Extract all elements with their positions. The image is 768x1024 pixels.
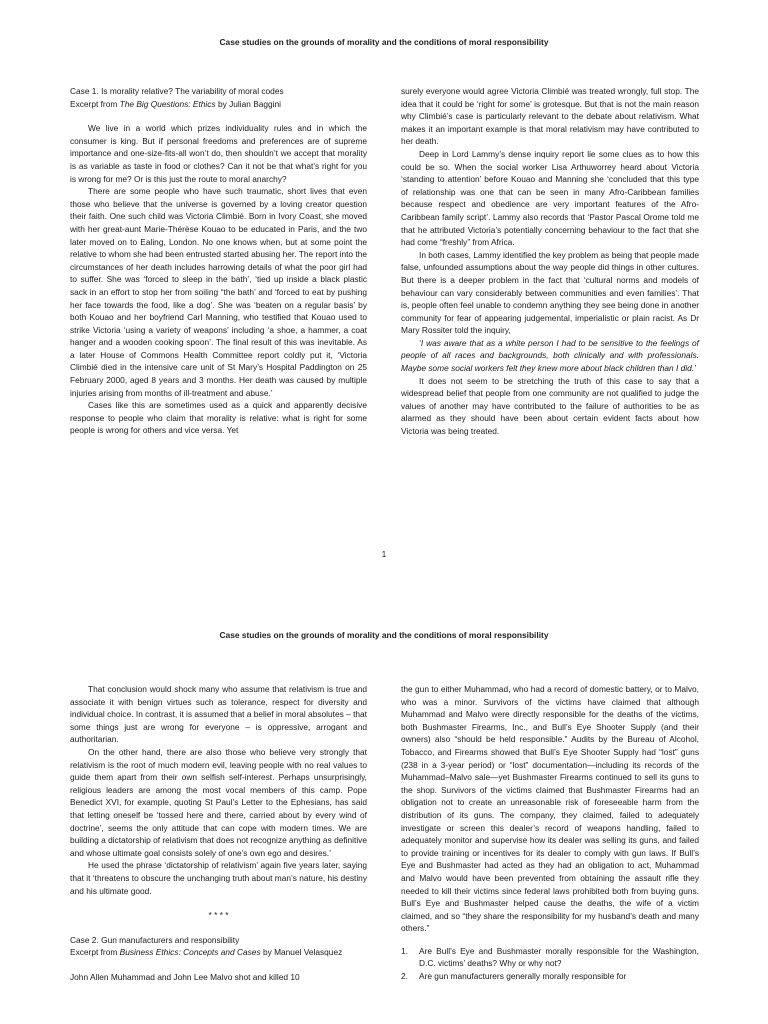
paragraph: the gun to either Muhammad, who had a record of domestic battery, or to Malvo, who was a minor. Survivors of the victims have claimed that although Muhammad and Malvo were directly responsible for the deaths of the victims, both Bushmaster Firearms, Inc., and Bull’s Eye Shooter Supply (and their owners) also “should be held responsible.” Audits by the Bureau of Alcohol, Tobacco, and Firearms showed that Bull’s Eye Shooter Supply had “lost” guns (238 in a 3-year period) or “lost” documentation—including its records of the Muhammad–Malvo sale—yet Bushmaster Firearms continued to sell its guns to the shop. Survivors of the victims claimed that Bushmaster Firearms had an obligation not to create an unreasonable risk of foreseeable harm from the distribution of its guns. The company, they claimed, failed to adequately investigate or screen this dealer’s record of weapons handling, failed to adequately monitor and supervise how its dealer was selling its guns, and failed to provide training or incentives for its dealer to comply with gun laws. If Bull’s Eye and Bushmaster had acted as they had an obligation to act, Muhammad and Malvo would have been prevented from obtaining the assault rifle they needed to kill their victims since federal laws prohibited both from buying guns. Bull’s Eye and Bushmaster helped cause the deaths, the wife of a victim claimed, and so “they share the responsibility for my husband’s death and many others.”	[401, 684, 699, 934]
page-number: 1	[381, 550, 387, 559]
paragraph: It does not seem to be stretching the truth of this case to say that a widespread belief that people from one community are not qualified to judge the values of another may have contributed to the failure of authorities to be as alarmed as they should have been about certain evident facts about how Victoria was being treated.	[401, 375, 699, 437]
case-title: Case 2. Gun manufacturers and responsibility	[70, 934, 240, 945]
left-column	[70, 683, 367, 1024]
page-header: Case studies on the grounds of morality and the conditions of moral responsibility	[219, 37, 549, 47]
paragraph: Deep in Lord Lammy’s dense inquiry report lie some clues as to how this could be so. When the social worker Lisa Arthuworrey heard about Victoria ‘standing to attention’ before Kouao and Manning she ‘concluded that this type of relationship was one that can be seen in many Afro-Caribbean families because respect and obedience are very important features of the Afro-Caribbean family script’. Lammy also records that ‘Pastor Pascal Orome told me that he attributed Victoria’s potentially concerning behaviour to the fact that she had come “freshly” from Africa.	[401, 148, 699, 248]
block-quote: ‘I was aware that as a white person I had to be sensitive to the feelings of people of all races and backgrounds, both clinically and with professionals. Maybe some social workers felt they knew more about black children than I did.’	[401, 337, 699, 374]
right-column	[401, 85, 699, 438]
paragraph: There are some people who have such traumatic, short lives that even those who believe that the universe is governed by a loving creator question their faith. One such child was Victoria Climbié. Born in Ivory Coast, she moved with her great-aunt Marie-Thérèse Kouao to be educated in Paris, and the two later moved on to Ealing, London. No one knows when, but at some point the relative to whom she had been entrusted started abusing her. The report into the circumstances of her death includes harrowing details of what the poor girl had to suffer. She was ‘forced to sleep in the bath’, ‘tied up inside a black plastic sack in an effort to stop her from soiling “the bath’ and ‘forced to eat by pushing her face towards the food, like a dog’. She was ‘beaten on a regular basis’ by both Kouao and her boyfriend Carl Manning, who testified that Kouao used to strike Victoria ‘using a variety of weapons’ including ‘a shoe, a hammer, a coat hanger and a wooden cooking spoon’. The final result of this was inevitable. As a later House of Commons Health Committee report coldly put it, ‘Victoria Climbié died in the intensive care unit of St Mary’s Hospital Paddington on 25 February 2000, aged 8 years and 3 months. Her death was caused by multiple injuries arising from months of ill-treatment and abuse.’	[70, 186, 367, 398]
list-item: 2. Are gun manufacturers generally morally responsible for	[401, 971, 627, 982]
page-2	[0, 590, 768, 1024]
paragraph: He used the phrase ‘dictatorship of relativism’ again five years later, saying that it ‘threatens to obscure the unchanging truth about man’s nature, his destiny and his ultimate good.	[70, 860, 367, 896]
excerpt-line: Excerpt from The Big Questions: Ethics by Julian Baggini	[70, 98, 282, 109]
paragraph: We live in a world which prizes individuality rules and in which the consumer is king. But if personal freedoms and preferences are of supreme importance and one-size-fits-all won’t do, then shouldn’t we accept that morality is as variable as taste in food or clothes? Can it not be that what’s right for you is wrong for me? Or is this just the route to moral anarchy?	[70, 123, 367, 184]
list-item: 1. Are Bull’s Eye and Bushmaster morally responsible for the Washington, D.C. victims’ deaths? Why or why not?	[401, 945, 699, 969]
paragraph: John Allen Muhammad and John Lee Malvo shot and killed 10	[70, 971, 300, 982]
section-separator: * * * *	[208, 910, 229, 921]
page-header: Case studies on the grounds of morality and the conditions of moral responsibility	[219, 630, 549, 640]
question-list	[401, 945, 699, 983]
paragraph: Cases like this are sometimes used as a quick and apparently decisive response to people who claim that morality is relative: what is right for some people is wrong for others and vice versa. Yet	[70, 400, 367, 436]
excerpt-line: Excerpt from Business Ethics: Concepts and Cases by Manuel Velasquez	[70, 947, 343, 958]
right-column	[401, 683, 699, 1024]
paragraph: surely everyone would agree Victoria Climbié was treated wrongly, full stop. The idea that it could be ‘right for some’ is grotesque. But that is not the main reason why Climbié’s case is particularly relevant to the debate about relativism. What makes it an important example is that moral relativism may have contributed to her death.	[401, 86, 699, 147]
case-title: Case 1. Is morality relative? The variability of moral codes	[70, 86, 284, 96]
left-column	[70, 85, 367, 437]
paragraph: On the other hand, there are also those who believe very strongly that relativism is the root of much modern evil, leaving people with no real values to guide them apart from their own selfish self-interest. Perhaps unsurprisingly, religious leaders are among the most vocal members of this camp. Pope Benedict XVI, for example, quoting St Paul’s Letter to the Ephesians, has said that letting oneself be ‘tossed here and there, carried about by every wind of doctrine’, seems the only attitude that can cope with modern times. We are building a dictatorship of relativism that does not recognize anything as definitive and whose ultimate goal consists solely of one’s own ego and desires.’	[70, 746, 367, 858]
paragraph: In both cases, Lammy identified the key problem as being that people made false, unfounded assumptions about the way people did things in other cultures. But there is a deeper problem in the fact that ‘cultural norms and models of behaviour can vary considerably between communities and even families’. That is, people often feel unable to condemn anything they see being done in another community for fear of appearing judgemental, imperialistic or plain racist. As Dr Mary Rossiter told the inquiry,	[401, 249, 699, 336]
paragraph: That conclusion would shock many who assume that relativism is true and associate it with benign virtues such as tolerance, respect for diversity and individual choice. In contrast, it is assumed that a belief in moral absolutes – that some things just are wrong for everyone – is oppressive, arrogant and authoritarian.	[70, 684, 367, 745]
